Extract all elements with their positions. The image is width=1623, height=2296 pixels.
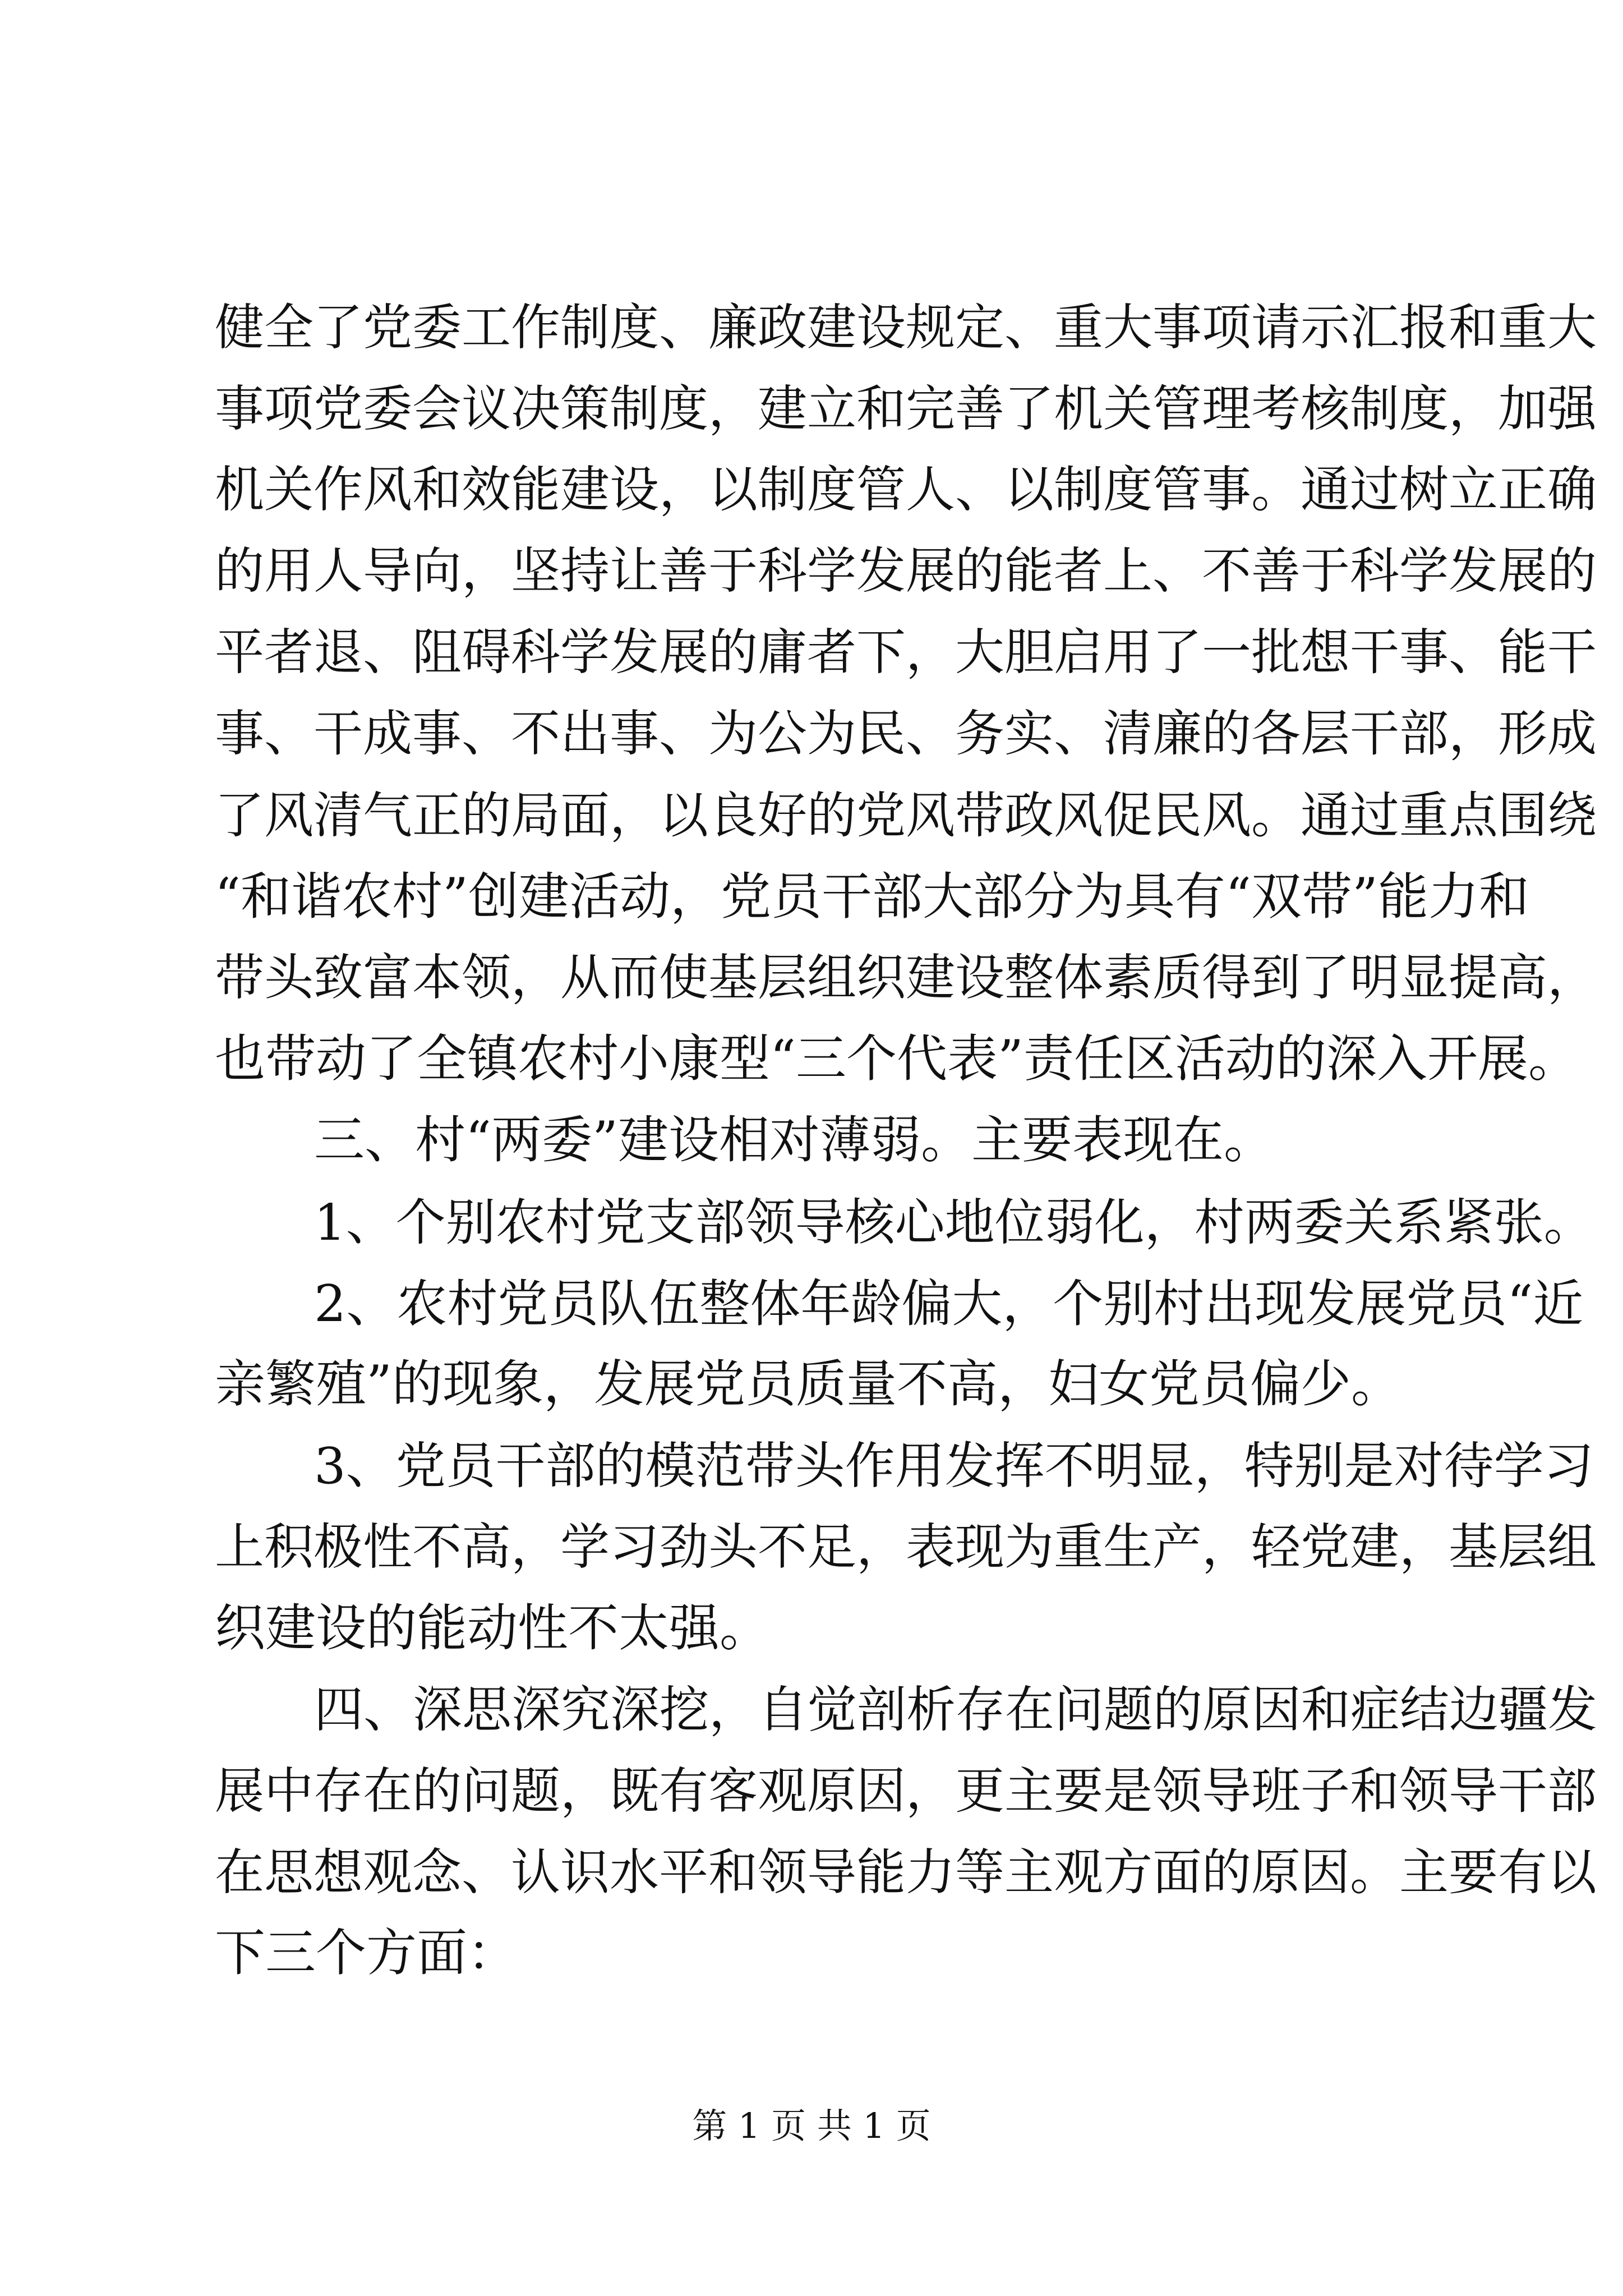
body-line: 的用人导向，坚持让善于科学发展的能者上、不善于科学发展的	[215, 542, 1597, 600]
body-line: 亲繁殖”的现象，发展党员质量不高，妇女党员偏少。	[215, 1355, 1402, 1414]
body-line: 下三个方面：	[215, 1924, 518, 1982]
body-line: “和谐农村”创建活动，党员干部大部分为具有“双带”能力和	[215, 867, 1530, 926]
body-line: 机关作风和效能建设，以制度管人、以制度管事。通过树立正确	[215, 461, 1597, 518]
body-line: 事、干成事、不出事、为公为民、务实、清廉的各层干部，形成	[215, 705, 1597, 762]
list-item: 2、农村党员队伍整体年龄偏大，个别村出现发展党员“近	[314, 1274, 1584, 1333]
list-item: 1、个别农村党支部领导核心地位弱化，村两委关系紧张。	[314, 1193, 1594, 1251]
section-heading: 四、深思深究深挖，自觉剖析存在问题的原因和症结边疆发	[314, 1681, 1598, 1738]
body-line: 在思想观念、认识水平和领导能力等主观方面的原因。主要有以	[215, 1843, 1597, 1901]
list-item: 3、党员干部的模范带头作用发挥不明显，特别是对待学习	[314, 1437, 1594, 1495]
body-line: 织建设的能动性不太强。	[215, 1599, 770, 1658]
section-heading: 三、村“两委”建设相对薄弱。主要表现在。	[314, 1111, 1275, 1170]
body-line: 平者退、阻碍科学发展的庸者下，大胆启用了一批想干事、能干	[215, 623, 1597, 681]
body-line: 展中存在的问题，既有客观原因，更主要是领导班子和领导干部	[215, 1762, 1597, 1820]
body-line: 也带动了全镇农村小康型“三个代表”责任区活动的深入开展。	[215, 1029, 1579, 1088]
body-line: 了风清气正的局面，以良好的党风带政风促民风。通过重点围绕	[215, 786, 1597, 844]
body-line: 上积极性不高，学习劲头不足，表现为重生产，轻党建，基层组	[215, 1518, 1597, 1576]
body-line: 带头致富本领，从而使基层组织建设整体素质得到了明显提高，	[215, 949, 1597, 1006]
body-line: 健全了党委工作制度、廉政建设规定、重大事项请示汇报和重大	[215, 298, 1597, 356]
page-number-footer: 第 1 页 共 1 页	[692, 2105, 931, 2146]
body-line: 事项党委会议决策制度，建立和完善了机关管理考核制度，加强	[215, 380, 1597, 438]
